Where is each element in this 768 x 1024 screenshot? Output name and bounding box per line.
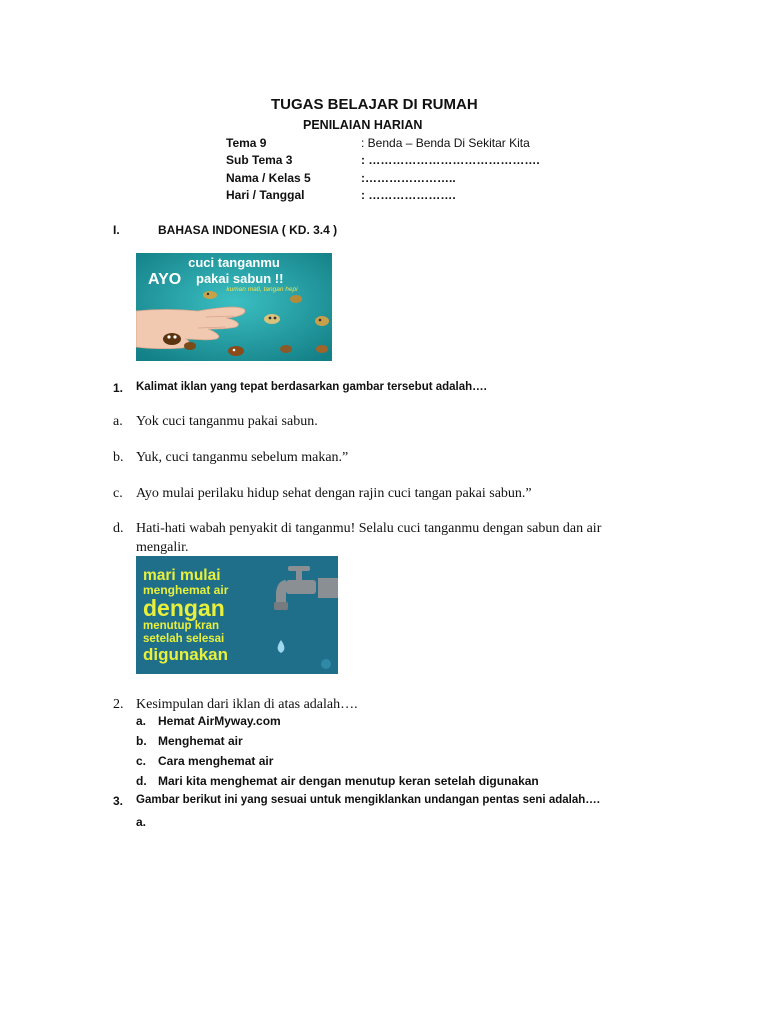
- q2-option-b-text: Menghemat air: [158, 734, 243, 748]
- section-number: I.: [113, 223, 120, 237]
- q1-option-a-text: Yok cuci tanganmu pakai sabun.: [136, 414, 318, 429]
- question-2-text: Kesimpulan dari iklan di atas adalah….: [136, 697, 358, 712]
- poster2-line5: setelah selesai: [143, 633, 225, 645]
- poster1-line1: cuci tanganmu: [188, 255, 280, 270]
- poster1-line2b: pakai sabun !!: [196, 271, 284, 286]
- question-3-number: 3.: [113, 794, 124, 808]
- question-1-number: 1.: [113, 381, 124, 395]
- header-value-nama-kelas: :…………………..: [361, 171, 456, 185]
- poster2-line4: menutup kran: [143, 620, 220, 632]
- header-value-hari-tanggal: : ………………….: [361, 188, 456, 202]
- germ-icon: [264, 314, 280, 324]
- section-title: BAHASA INDONESIA ( KD. 3.4 ): [158, 223, 338, 237]
- germ-icon: [280, 345, 292, 353]
- germ-icon: [290, 295, 302, 303]
- poster1-line2a: AYO: [148, 271, 182, 288]
- q1-option-b-text: Yuk, cuci tanganmu sebelum makan.”: [136, 450, 349, 465]
- germ-icon: [184, 342, 196, 350]
- header-label-subtema: Sub Tema 3: [226, 153, 293, 167]
- poster2-logo-icon: [321, 659, 331, 669]
- header-label-nama-kelas: Nama / Kelas 5: [226, 171, 311, 185]
- q2-option-a-text: Hemat AirMyway.com: [158, 714, 281, 728]
- q3-option-a-letter: a.: [136, 815, 147, 829]
- q1-option-d-text: Hati-hati wabah penyakit di tanganmu! Selalu cuci tanganmu dengan sabun dan air: [136, 521, 602, 536]
- document-title: TUGAS BELAJAR DI RUMAH: [271, 96, 478, 113]
- poster2-line1: mari mulai: [143, 567, 221, 584]
- question-3-text: Gambar berikut ini yang sesuai untuk mengiklankan undangan pentas seni adalah….: [136, 794, 600, 806]
- q1-option-d-text-continued: mengalir.: [136, 540, 189, 555]
- header-value-tema: : Benda – Benda Di Sekitar Kita: [361, 136, 530, 150]
- germ-icon: [228, 346, 244, 356]
- q1-option-b-letter: b.: [113, 450, 124, 465]
- germ-icon: [163, 333, 181, 345]
- question-1-text: Kalimat iklan yang tepat berdasarkan gambar tersebut adalah….: [136, 381, 487, 393]
- header-label-tema: Tema 9: [226, 136, 267, 150]
- q2-option-d-letter: d.: [136, 774, 147, 788]
- q2-option-b-letter: b.: [136, 734, 147, 748]
- handwashing-poster-image: [136, 253, 332, 361]
- q2-option-d-text: Mari kita menghemat air dengan menutup keran setelah digunakan: [158, 774, 539, 788]
- germ-icon: [315, 316, 329, 326]
- header-label-hari-tanggal: Hari / Tanggal: [226, 188, 305, 202]
- q2-option-a-letter: a.: [136, 714, 147, 728]
- poster2-line6: digunakan: [143, 645, 229, 664]
- poster1-line3: kuman mati, tangan hepi: [226, 286, 298, 293]
- handwashing-poster-graphic: [136, 253, 332, 361]
- document-subtitle: PENILAIAN HARIAN: [303, 118, 423, 132]
- q1-option-a-letter: a.: [113, 414, 123, 429]
- q1-option-c-letter: c.: [113, 486, 123, 501]
- poster2-line3: dengan: [143, 595, 225, 621]
- q1-option-d-letter: d.: [113, 521, 124, 536]
- header-value-subtema: : …………………………………….: [361, 153, 540, 167]
- q2-option-c-text: Cara menghemat air: [158, 754, 274, 768]
- water-saving-poster-graphic: [136, 556, 338, 674]
- q1-option-c-text: Ayo mulai perilaku hidup sehat dengan rajin cuci tangan pakai sabun.”: [136, 486, 532, 501]
- poster2-line2: menghemat air: [143, 583, 229, 597]
- question-2-number: 2.: [113, 697, 124, 712]
- q2-option-c-letter: c.: [136, 754, 147, 768]
- germ-icon: [316, 345, 328, 353]
- germ-icon: [203, 291, 217, 299]
- water-saving-poster-image: [136, 556, 338, 674]
